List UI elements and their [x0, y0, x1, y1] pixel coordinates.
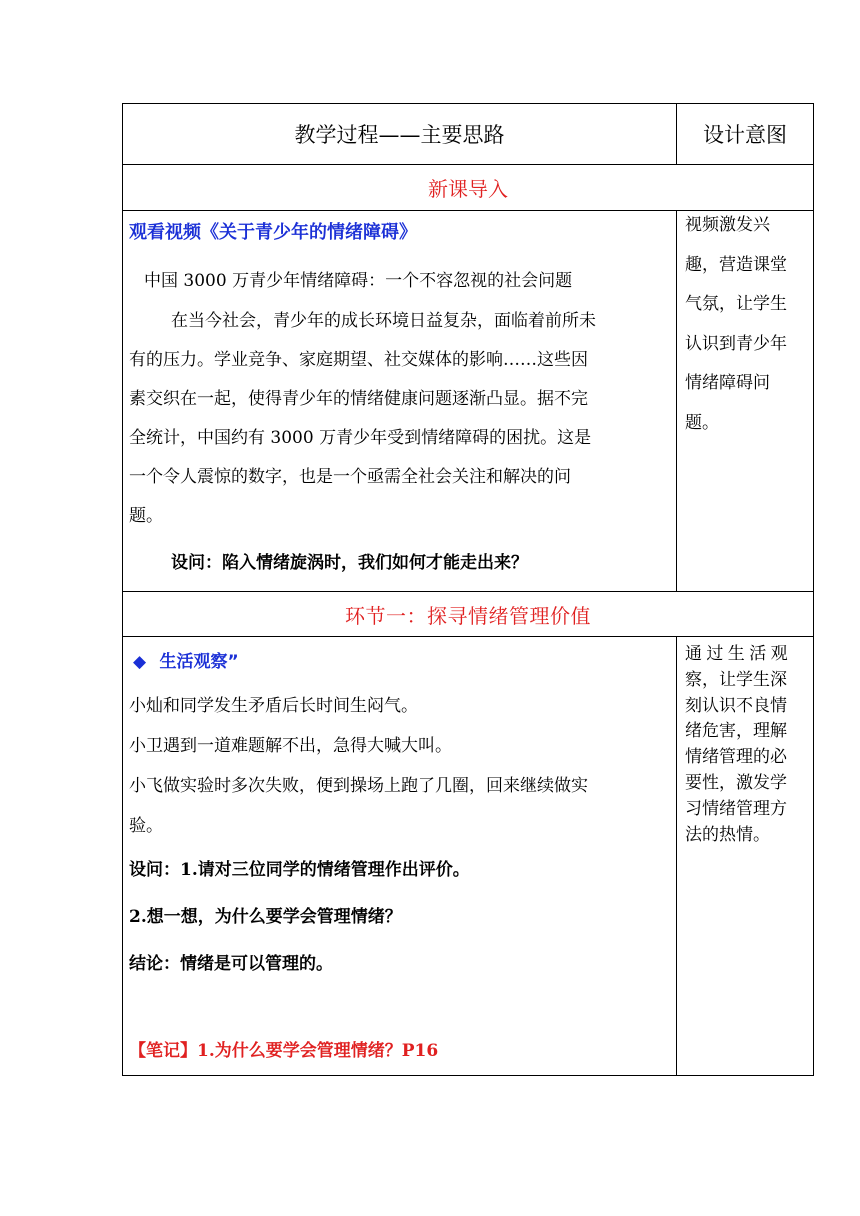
paragraph-line: 一个令人震惊的数字，也是一个亟需全社会关注和解决的问 [129, 467, 571, 487]
design-line: 绪危害，理解 [685, 721, 787, 742]
note-line [129, 1036, 438, 1061]
design-line: 视频激发兴 [685, 215, 770, 235]
diamond-bullet-icon: ◆ [133, 652, 147, 672]
design-line: 察，让学生深 [685, 669, 787, 690]
design-intent-text [685, 642, 809, 848]
table-header-row [123, 104, 813, 165]
paragraph-line: 全统计，中国约有 3000 万青少年受到情绪障碍的困扰。这是 [129, 428, 592, 448]
observation-line: 验。 [129, 816, 163, 836]
design-line: 认识到青少年 [685, 333, 787, 354]
question-label: 设问： [171, 553, 222, 573]
lesson-plan-table [122, 103, 814, 1076]
design-line: 情绪管理的必 [685, 747, 787, 768]
section-title-step-one: 环节一：探寻情绪管理价值 [345, 603, 591, 628]
paragraph-line: 素交织在一起，使得青少年的情绪健康问题逐渐凸显。据不完 [129, 389, 588, 409]
design-line: 题。 [685, 412, 719, 433]
observation-line: 小卫遇到一道难题解不出，急得大喊大叫。 [129, 736, 452, 756]
column-divider [676, 104, 677, 164]
question-text: 陷入情绪旋涡时，我们如何才能走出来？ [222, 553, 528, 573]
conclusion-line [129, 949, 333, 974]
design-line: 情绪障碍问 [685, 373, 770, 393]
question-one-line [129, 855, 470, 880]
paragraph-line: 有的压力。学业竞争、家庭期望、社交媒体的影响……这些因 [129, 350, 588, 370]
question-two-text: 2.想一想，为什么要学会管理情绪？ [129, 907, 402, 927]
section2-content-row [123, 637, 813, 1075]
section-title-row [123, 592, 813, 637]
section1-process-cell [123, 211, 676, 591]
section-title-new-lesson: 新课导入 [428, 177, 508, 201]
section1-content-row [123, 211, 813, 592]
section2-process-cell [123, 637, 676, 1075]
header-process: 教学过程——主要思路 [294, 123, 505, 147]
design-intent-text [685, 206, 809, 443]
paragraph-line: 在当今社会，青少年的成长环境日益复杂，面临着前所未 [171, 311, 596, 331]
design-line: 法的热情。 [685, 824, 770, 845]
video-subtitle: 中国 3000 万青少年情绪障碍：一个不容忽视的社会问题 [144, 271, 573, 291]
observation-line: 小飞做实验时多次失败，便到操场上跑了几圈，回来继续做实 [129, 776, 588, 796]
conclusion-label: 结论： [129, 954, 180, 974]
observation-line: 小灿和同学发生矛盾后长时间生闷气。 [129, 696, 418, 716]
question-line [171, 548, 528, 573]
design-line: 气氛，让学生 [685, 294, 787, 314]
question-label: 设问： [129, 860, 180, 880]
note-text: 1.为什么要学会管理情绪？P16 [197, 1041, 439, 1061]
design-line: 趣，营造课堂 [685, 254, 787, 275]
section-title-row [123, 165, 813, 211]
video-title: 观看视频《关于青少年的情绪障碍》 [129, 222, 417, 243]
observe-heading [133, 647, 239, 672]
design-line: 要性，激发学 [685, 772, 787, 793]
design-line: 通 过 生 活 观 [685, 644, 788, 664]
observe-title: 生活观察” [159, 652, 239, 672]
section1-intent-cell [677, 211, 813, 591]
header-intent: 设计意图 [703, 123, 787, 147]
conclusion-text: 情绪是可以管理的。 [180, 954, 333, 974]
question-one-text: 1.请对三位同学的情绪管理作出评价。 [180, 860, 470, 880]
design-line: 刻认识不良情 [685, 695, 787, 716]
design-line: 习情绪管理方 [685, 798, 787, 819]
paragraph-line: 题。 [129, 506, 163, 526]
note-label: 【笔记】 [129, 1041, 197, 1061]
section2-intent-cell [677, 637, 813, 1075]
